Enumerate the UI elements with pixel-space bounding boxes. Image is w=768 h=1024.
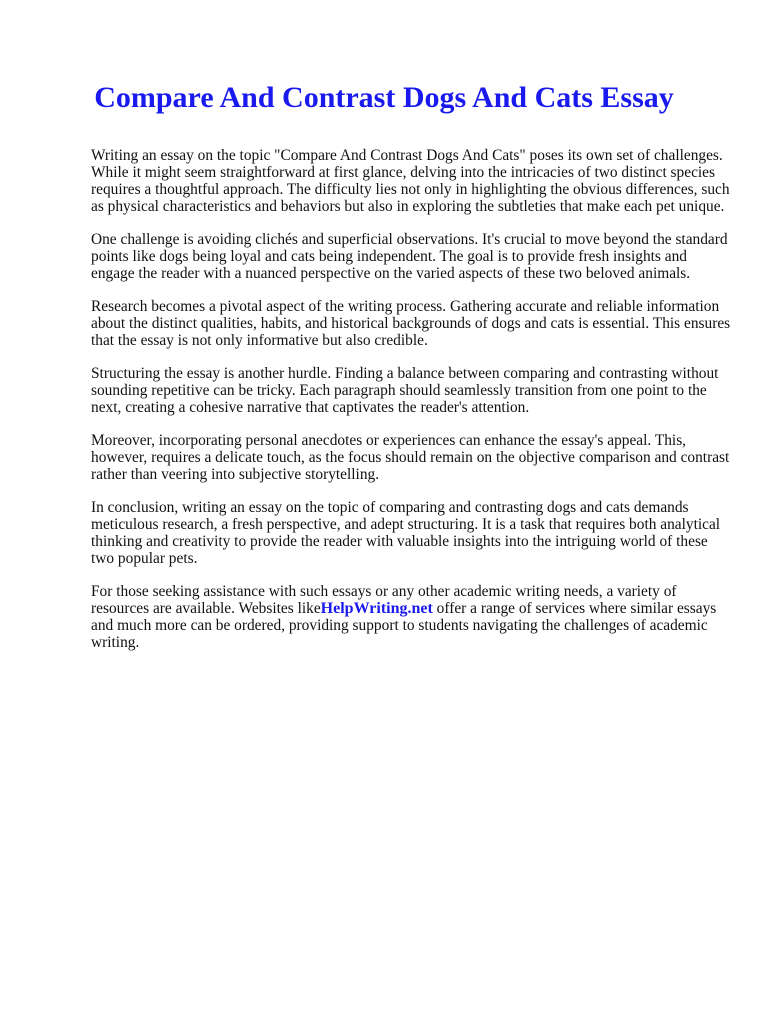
paragraph-7-lead: For those seeking assistance with such essays or any other academic writing needs, a variety of resources are available. Websites like [91,583,677,617]
paragraph-4: Structuring the essay is another hurdle. Finding a balance between comparing and contrasting without sounding repetitive can be tricky. Each paragraph should seamlessly transition from one point to the next, creating a cohesive narrative that captivates the reader's attention. [91,365,719,416]
paragraph-7-tail: offer a range of services where similar essays and much more can be ordered, providing support to students navigating the challenges of academic writing. [91,600,717,651]
paragraph-3: Research becomes a pivotal aspect of the writing process. Gathering accurate and reliable information about the distinct qualities, habits, and historical backgrounds of dogs and cats is essential. This ensures that the essay is not only informative but also credible. [91,298,731,349]
paragraph-7 [91,583,731,651]
helpwriting-link[interactable]: HelpWriting.net [320,600,433,617]
paragraph-1: Writing an essay on the topic "Compare And Contrast Dogs And Cats" poses its own set of challenges. While it might seem straightforward at first glance, delving into the intricacies of two distinct species requires a thoughtful approach. The difficulty lies not only in highlighting the obvious differences, such as physical characteristics and behaviors but also in exploring the subtleties that make each pet unique. [91,147,730,215]
page-title: Compare And Contrast Dogs And Cats Essay [94,81,674,114]
paragraph-5: Moreover, incorporating personal anecdotes or experiences can enhance the essay's appeal. This, however, requires a delicate touch, as the focus should remain on the objective comparison and contrast rather than veering into subjective storytelling. [91,432,730,483]
essay-body [91,147,731,667]
paragraph-2: One challenge is avoiding clichés and superficial observations. It's crucial to move beyond the standard points like dogs being loyal and cats being independent. The goal is to provide fresh insights and engage the reader with a nuanced perspective on the varied aspects of these two beloved animals. [91,231,728,282]
paragraph-6: In conclusion, writing an essay on the topic of comparing and contrasting dogs and cats demands meticulous research, a fresh perspective, and adept structuring. It is a task that requires both analytical thinking and creativity to provide the reader with valuable insights into the intriguing world of these two popular pets. [91,499,721,567]
